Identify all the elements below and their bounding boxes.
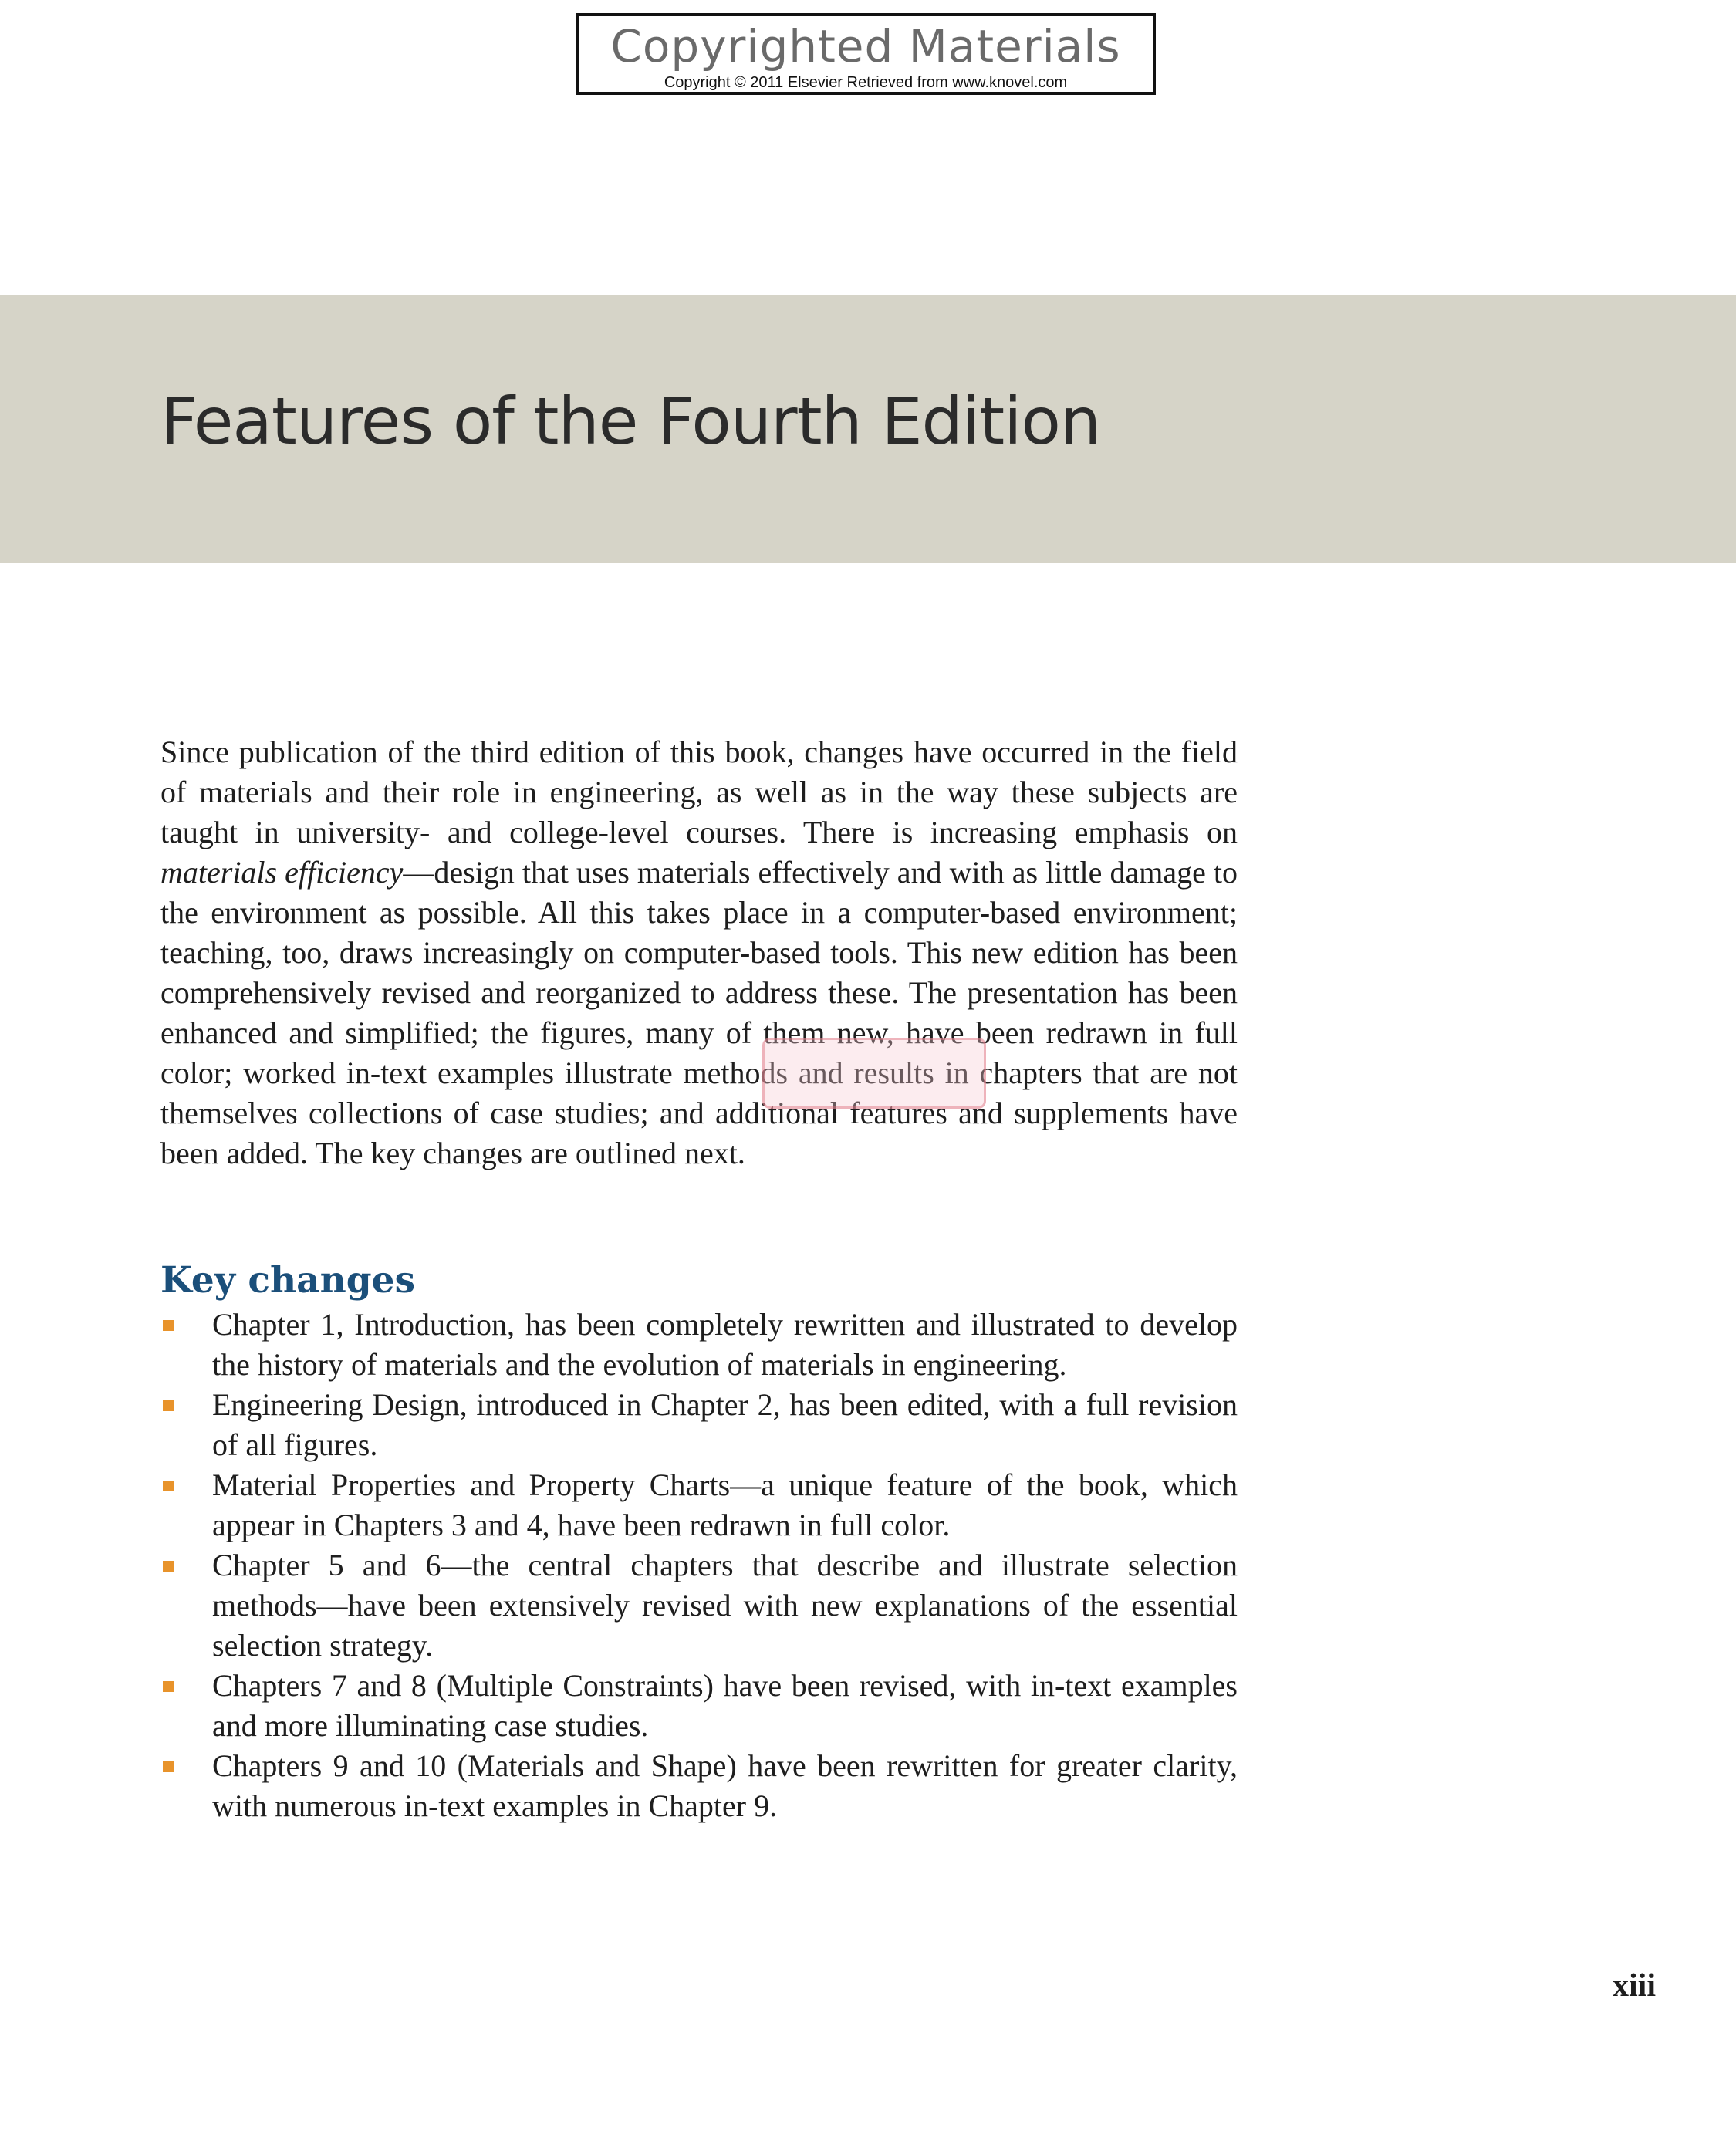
list-item-text: Chapters 9 and 10 (Materials and Shape) have been rewritten for greater clarity, with numerous in-text examples in Chapter 9. xyxy=(212,1748,1238,1823)
intro-paragraph xyxy=(160,732,1238,1173)
list-item xyxy=(160,1465,1238,1545)
square-bullet-icon xyxy=(163,1400,174,1411)
intro-emphasis: materials efficiency xyxy=(160,855,404,890)
list-item xyxy=(160,1385,1238,1465)
square-bullet-icon xyxy=(163,1681,174,1692)
list-item-text: Material Properties and Property Charts—a unique feature of the book, which appear in Chapters 3 and 4, have been redrawn in full color. xyxy=(212,1467,1238,1542)
intro-text-end: —design that uses materials effectively and with as little damage to the environment as possible. All this takes place in a computer-based environment; teaching, too, draws increasingly on computer-based tools. This new edition has been comprehensively revised and reorganized to address these. The presentation has been enhanced and simplified; the figures, many of them new, have been redrawn in full color; worked in-text examples illustrate methods and results in chapters that are not themselves collections of case studies; and additional features and supplements have been added. The key changes are outlined next. xyxy=(160,855,1238,1170)
copyright-title: Copyrighted Materials xyxy=(610,20,1121,73)
copyright-subtitle: Copyright © 2011 Elsevier Retrieved from www.knovel.com xyxy=(664,74,1068,91)
page-number: xiii xyxy=(1612,1968,1656,2004)
square-bullet-icon xyxy=(163,1761,174,1772)
key-changes-heading: Key changes xyxy=(160,1259,416,1302)
key-changes-list xyxy=(160,1305,1238,1826)
list-item xyxy=(160,1305,1238,1385)
list-item xyxy=(160,1746,1238,1826)
list-item-text: Engineering Design, introduced in Chapter 2, has been edited, with a full revision of all figures. xyxy=(212,1387,1238,1462)
list-item xyxy=(160,1666,1238,1746)
list-item-text: Chapter 1, Introduction, has been completely rewritten and illustrated to develop the history of materials and the evolution of materials in engineering. xyxy=(212,1307,1238,1382)
watermark-stamp xyxy=(762,1038,986,1109)
list-item-text: Chapter 5 and 6—the central chapters that describe and illustrate selection methods—have been extensively revised with new explanations of the essential selection strategy. xyxy=(212,1548,1238,1663)
copyright-banner xyxy=(576,13,1156,95)
list-item xyxy=(160,1545,1238,1666)
intro-text-start: Since publication of the third edition of this book, changes have occurred in the field of materials and their role in engineering, as well as in the way these subjects are taught in university- and college-level courses. There is increasing emphasis on xyxy=(160,734,1238,849)
square-bullet-icon xyxy=(163,1561,174,1572)
page-title: Features of the Fourth Edition xyxy=(160,383,1101,459)
square-bullet-icon xyxy=(163,1320,174,1331)
list-item-text: Chapters 7 and 8 (Multiple Constraints) have been revised, with in-text examples and more illuminating case studies. xyxy=(212,1668,1238,1743)
square-bullet-icon xyxy=(163,1481,174,1491)
